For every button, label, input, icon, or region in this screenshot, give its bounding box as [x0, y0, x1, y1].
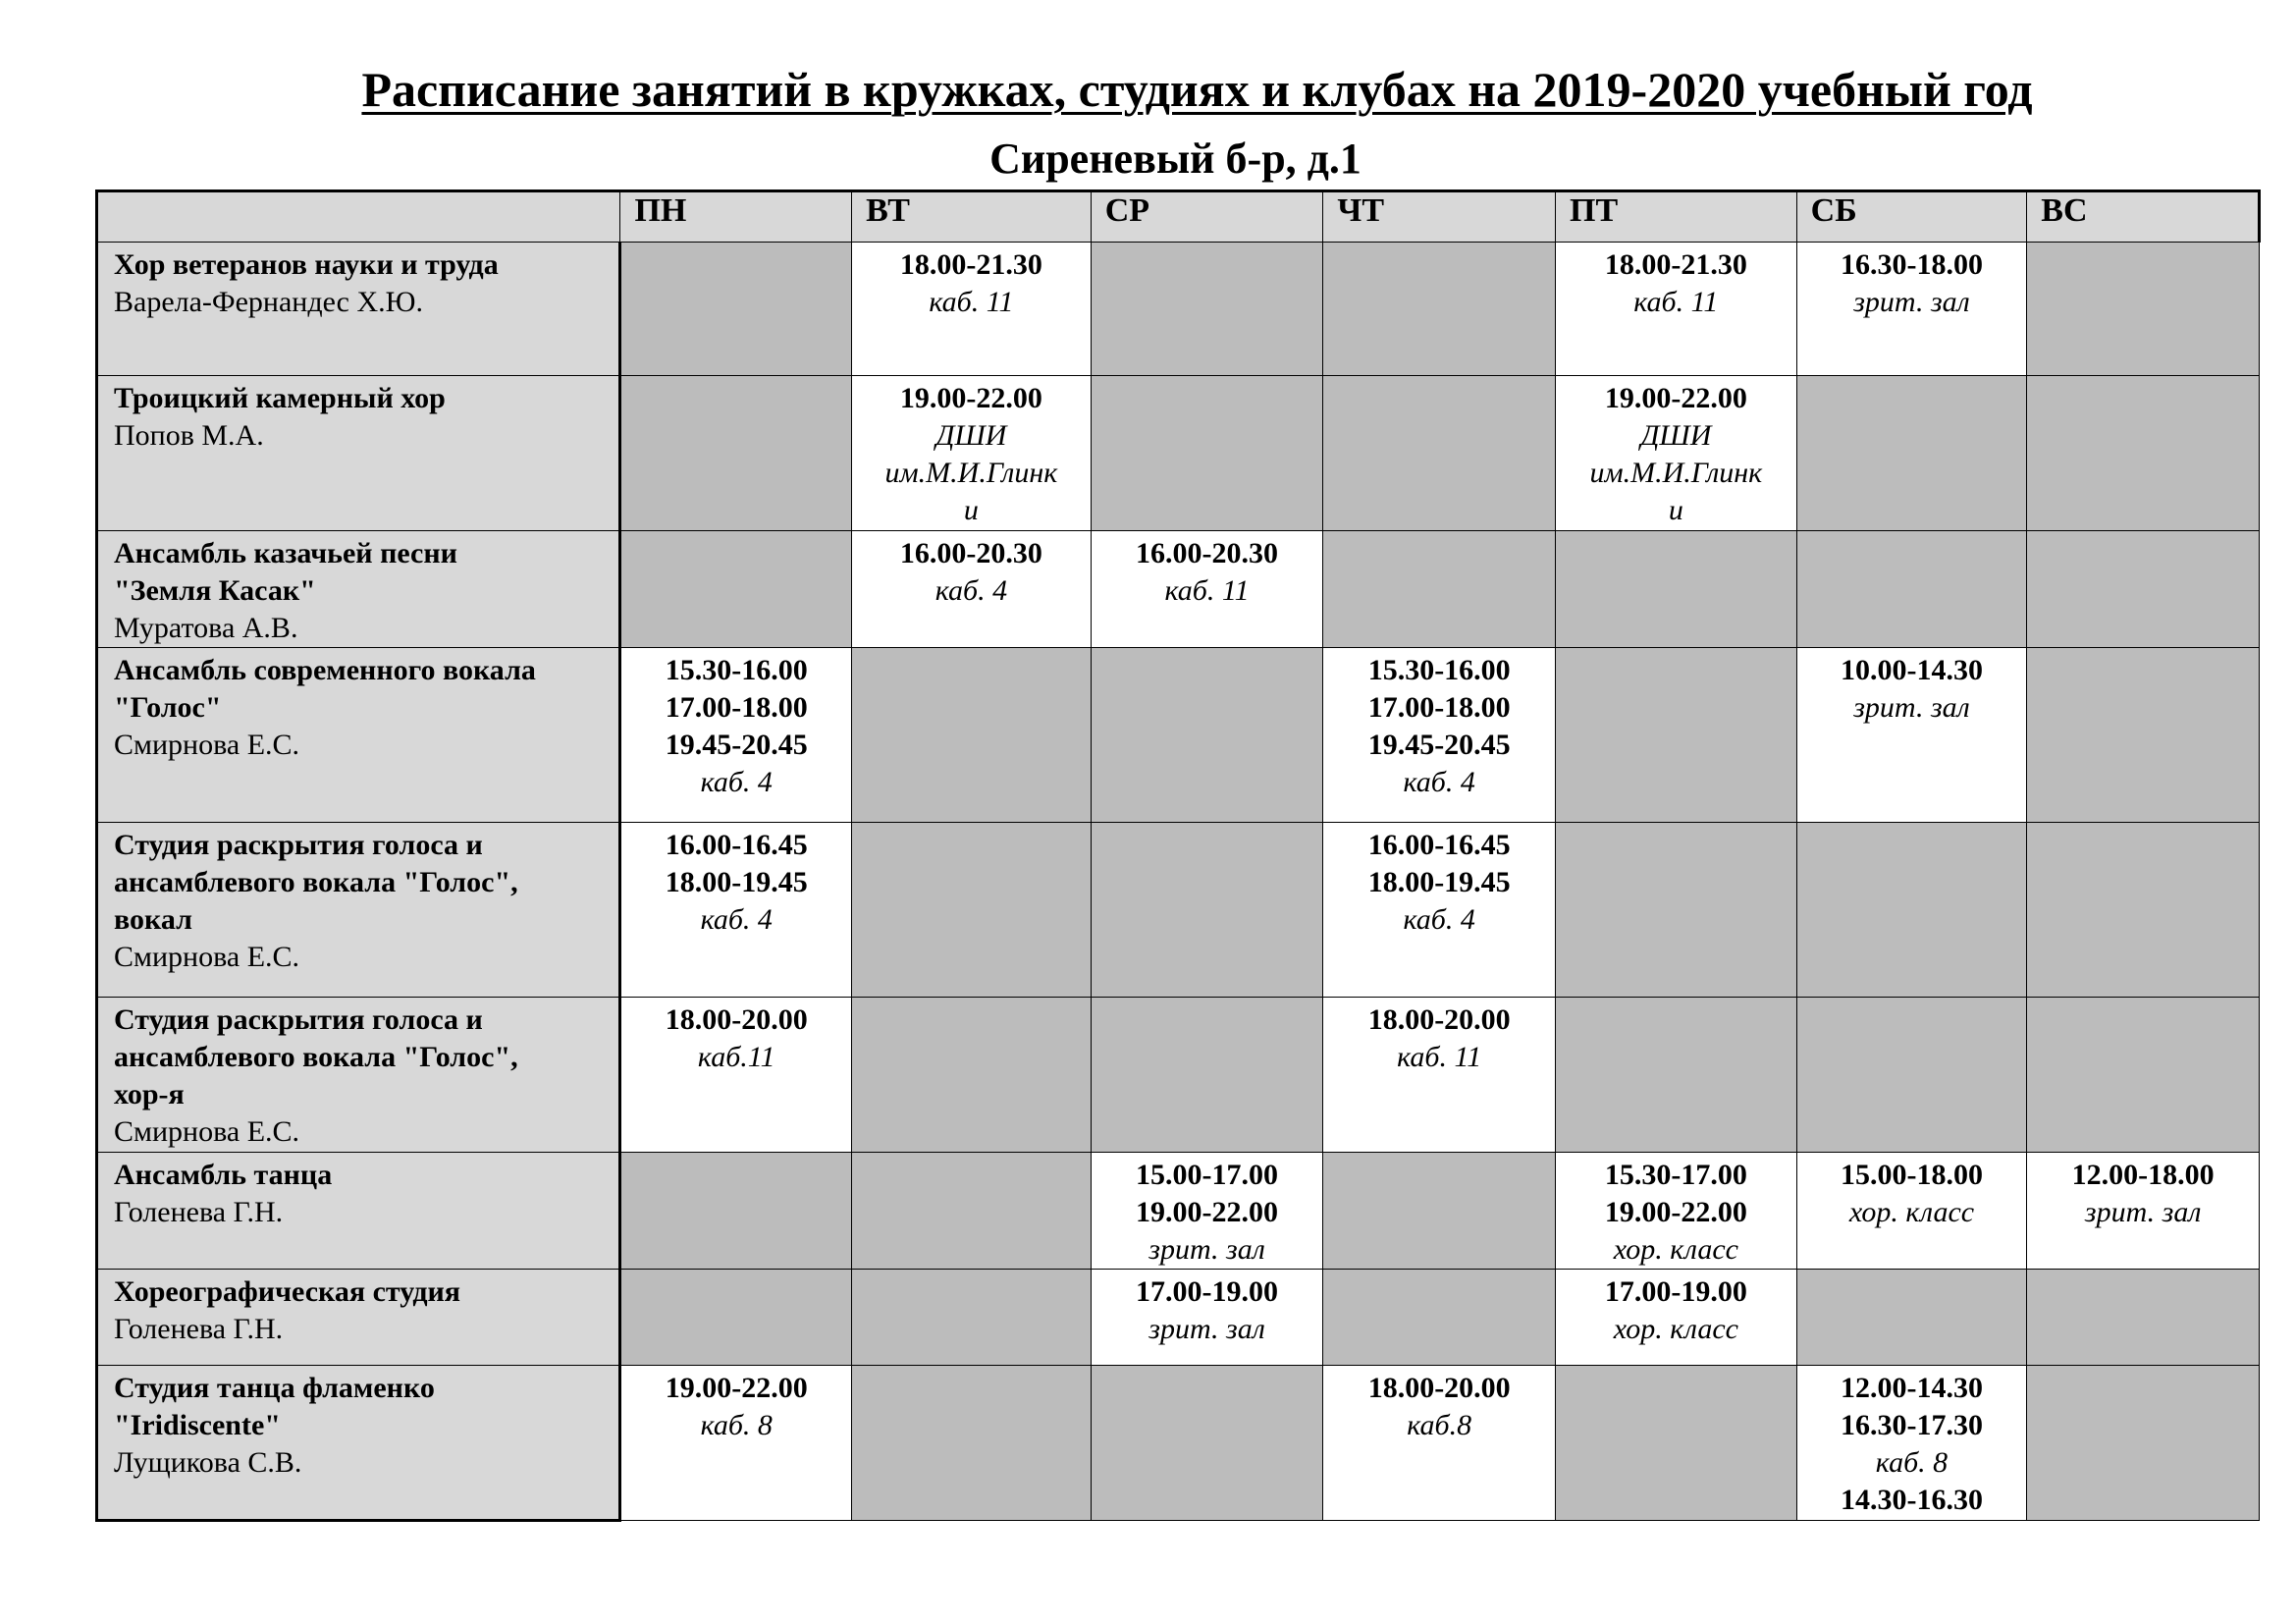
session-room: хор. класс	[1613, 1313, 1738, 1345]
session-time: 15.00-17.00	[1136, 1159, 1279, 1191]
session-room: каб. 4	[934, 574, 1008, 607]
club-leader: Голенева Г.Н.	[114, 1313, 284, 1345]
session-time: 19.45-20.45	[665, 729, 808, 761]
session-slot-fri	[1556, 376, 1797, 531]
page-subtitle	[0, 134, 2296, 184]
club-name: "Iridiscente"	[114, 1409, 281, 1441]
day-header-thu: ЧТ	[1323, 191, 1556, 243]
empty-slot-thu	[1323, 243, 1556, 376]
club-name: Ансамбль современного вокала	[114, 654, 536, 686]
session-room: каб. 8	[700, 1409, 773, 1441]
session-slot-thu	[1323, 998, 1556, 1153]
club-name: "Голос"	[114, 691, 222, 724]
empty-slot-wed	[1091, 243, 1323, 376]
session-time: 19.00-22.00	[1604, 382, 1747, 414]
schedule-row	[97, 243, 2260, 376]
session-room: каб. 4	[1403, 903, 1475, 936]
empty-slot-tue	[852, 1366, 1092, 1521]
day-header-sun: ВС	[2027, 191, 2260, 243]
club-name: Студия раскрытия голоса и	[114, 1003, 483, 1036]
session-time: 15.30-16.00	[665, 654, 808, 686]
session-time: 16.00-20.30	[1136, 537, 1279, 569]
club-leader: Варела-Фернандес Х.Ю.	[114, 286, 423, 318]
schedule-row	[97, 648, 2260, 823]
session-room: каб. 11	[1633, 286, 1719, 318]
empty-slot-thu	[1323, 1153, 1556, 1270]
session-slot-tue	[852, 243, 1092, 376]
schedule-row	[97, 823, 2260, 998]
session-time: 17.00-19.00	[1604, 1275, 1747, 1308]
schedule-table	[95, 189, 2261, 1522]
empty-slot-sat	[1796, 531, 2027, 648]
empty-slot-tue	[852, 1270, 1092, 1366]
session-time: 18.00-19.45	[665, 866, 808, 898]
club-name: Хор ветеранов науки и труда	[114, 248, 499, 281]
session-room: каб. 11	[929, 286, 1014, 318]
empty-slot-sun	[2027, 1270, 2260, 1366]
empty-slot-mon	[620, 243, 852, 376]
session-room: каб. 11	[1397, 1041, 1482, 1073]
club-cell	[97, 243, 620, 376]
empty-slot-sun	[2027, 823, 2260, 998]
session-time: 19.00-22.00	[899, 382, 1042, 414]
session-slot-sat	[1796, 1153, 2027, 1270]
session-slot-mon	[620, 648, 852, 823]
empty-slot-sun	[2027, 1366, 2260, 1521]
session-time: 12.00-14.30	[1840, 1372, 1983, 1404]
session-slot-wed	[1091, 1270, 1323, 1366]
session-room: зрит. зал	[2084, 1196, 2202, 1228]
empty-slot-tue	[852, 998, 1092, 1153]
session-room: ДШИ	[1640, 419, 1712, 452]
empty-slot-sat	[1796, 998, 2027, 1153]
session-time: 18.00-20.00	[1367, 1003, 1511, 1036]
empty-slot-tue	[852, 648, 1092, 823]
empty-slot-sat	[1796, 376, 2027, 531]
day-header-wed: СР	[1091, 191, 1323, 243]
page-title-text: Расписание занятий в кружках, студиях и клубах на 2019-2020 учебный год	[361, 62, 2033, 117]
session-time: 10.00-14.30	[1840, 654, 1983, 686]
session-slot-fri	[1556, 1153, 1797, 1270]
session-slot-thu	[1323, 1366, 1556, 1521]
day-header-mon: ПН	[620, 191, 852, 243]
empty-slot-mon	[620, 531, 852, 648]
empty-slot-thu	[1323, 1270, 1556, 1366]
club-name: Ансамбль казачьей песни	[114, 537, 457, 569]
session-time: 18.00-21.30	[899, 248, 1042, 281]
empty-slot-fri	[1556, 648, 1797, 823]
session-slot-sun	[2027, 1153, 2260, 1270]
session-time: 15.30-17.00	[1604, 1159, 1747, 1191]
club-name: "Земля Касак"	[114, 574, 316, 607]
empty-slot-sun	[2027, 648, 2260, 823]
session-room: каб. 11	[1164, 574, 1250, 607]
session-time: 12.00-18.00	[2071, 1159, 2215, 1191]
club-leader: Смирнова Е.С.	[114, 729, 300, 761]
empty-slot-tue	[852, 823, 1092, 998]
schedule-row	[97, 531, 2260, 648]
empty-slot-wed	[1091, 376, 1323, 531]
header-corner-cell	[97, 191, 620, 243]
empty-slot-sun	[2027, 243, 2260, 376]
session-time: 19.00-22.00	[1136, 1196, 1279, 1228]
day-header-sat: СБ	[1796, 191, 2027, 243]
session-slot-sat	[1796, 243, 2027, 376]
club-leader: Лущикова С.В.	[114, 1446, 302, 1479]
session-slot-mon	[620, 998, 852, 1153]
empty-slot-mon	[620, 1153, 852, 1270]
session-time: 14.30-16.30	[1840, 1484, 1983, 1516]
club-leader: Муратова А.В.	[114, 612, 298, 644]
session-slot-thu	[1323, 648, 1556, 823]
schedule-row	[97, 1366, 2260, 1521]
club-leader: Смирнова Е.С.	[114, 941, 300, 973]
session-time: 19.00-22.00	[1604, 1196, 1747, 1228]
session-room: и	[1668, 494, 1683, 526]
page-title	[0, 61, 2296, 124]
session-time: 16.00-16.45	[665, 829, 808, 861]
session-room: зрит. зал	[1853, 691, 1970, 724]
schedule-row	[97, 1270, 2260, 1366]
club-cell	[97, 1153, 620, 1270]
session-time: 16.30-18.00	[1840, 248, 1983, 281]
session-slot-fri	[1556, 243, 1797, 376]
club-leader: Голенева Г.Н.	[114, 1196, 284, 1228]
club-cell	[97, 1270, 620, 1366]
session-time: 17.00-18.00	[1367, 691, 1511, 724]
schedule-row	[97, 376, 2260, 531]
session-room: каб.8	[1407, 1409, 1472, 1441]
club-cell	[97, 376, 620, 531]
club-name: хор-я	[114, 1078, 185, 1110]
club-name: Хореографическая студия	[114, 1275, 461, 1308]
session-time: 16.30-17.30	[1840, 1409, 1983, 1441]
session-slot-wed	[1091, 531, 1323, 648]
club-name: Студия раскрытия голоса и	[114, 829, 483, 861]
empty-slot-mon	[620, 1270, 852, 1366]
empty-slot-fri	[1556, 823, 1797, 998]
session-room: каб. 4	[700, 903, 773, 936]
empty-slot-mon	[620, 376, 852, 531]
club-cell	[97, 1366, 620, 1521]
club-name: ансамблевого вокала "Голос",	[114, 1041, 518, 1073]
session-room: хор. класс	[1613, 1233, 1738, 1266]
day-header-fri: ПТ	[1556, 191, 1797, 243]
session-time: 18.00-19.45	[1367, 866, 1511, 898]
session-slot-tue	[852, 531, 1092, 648]
empty-slot-fri	[1556, 531, 1797, 648]
session-slot-sat	[1796, 648, 2027, 823]
header-row	[97, 191, 2260, 243]
session-time: 15.30-16.00	[1367, 654, 1511, 686]
session-time: 18.00-21.30	[1604, 248, 1747, 281]
session-room: каб.11	[697, 1041, 775, 1073]
day-header-tue: ВТ	[852, 191, 1092, 243]
session-room: им.М.И.Глинк	[1589, 457, 1763, 489]
session-time: 19.00-22.00	[665, 1372, 808, 1404]
session-room: каб. 8	[1875, 1446, 1949, 1479]
session-room: каб. 4	[1403, 766, 1475, 798]
club-cell	[97, 823, 620, 998]
empty-slot-thu	[1323, 376, 1556, 531]
session-slot-thu	[1323, 823, 1556, 998]
session-room: зрит. зал	[1148, 1313, 1265, 1345]
empty-slot-tue	[852, 1153, 1092, 1270]
club-cell	[97, 998, 620, 1153]
empty-slot-sun	[2027, 998, 2260, 1153]
session-room: хор. класс	[1848, 1196, 1975, 1228]
club-name: Ансамбль танца	[114, 1159, 333, 1191]
club-cell	[97, 648, 620, 823]
session-time: 16.00-16.45	[1367, 829, 1511, 861]
session-time: 16.00-20.30	[899, 537, 1042, 569]
empty-slot-wed	[1091, 823, 1323, 998]
session-room: и	[963, 494, 979, 526]
session-room: зрит. зал	[1148, 1233, 1265, 1266]
schedule-body	[97, 243, 2260, 1521]
club-cell	[97, 531, 620, 648]
schedule-row	[97, 998, 2260, 1153]
club-name: вокал	[114, 903, 192, 936]
club-leader: Попов М.А.	[114, 419, 264, 452]
session-slot-wed	[1091, 1153, 1323, 1270]
session-time: 18.00-20.00	[665, 1003, 808, 1036]
empty-slot-fri	[1556, 1366, 1797, 1521]
club-name: Троицкий камерный хор	[114, 382, 446, 414]
empty-slot-sun	[2027, 531, 2260, 648]
session-slot-mon	[620, 823, 852, 998]
empty-slot-wed	[1091, 998, 1323, 1153]
page-subtitle-text: Сиреневый б-р, д.1	[989, 135, 1362, 183]
schedule-row	[97, 1153, 2260, 1270]
club-leader: Смирнова Е.С.	[114, 1115, 300, 1148]
empty-slot-sat	[1796, 1270, 2027, 1366]
empty-slot-sat	[1796, 823, 2027, 998]
club-name: Студия танца фламенко	[114, 1372, 435, 1404]
empty-slot-sun	[2027, 376, 2260, 531]
session-time: 15.00-18.00	[1840, 1159, 1983, 1191]
session-room: каб. 4	[700, 766, 773, 798]
session-slot-sat	[1796, 1366, 2027, 1521]
session-time: 17.00-18.00	[665, 691, 808, 724]
session-time: 19.45-20.45	[1367, 729, 1511, 761]
empty-slot-fri	[1556, 998, 1797, 1153]
empty-slot-wed	[1091, 648, 1323, 823]
session-slot-mon	[620, 1366, 852, 1521]
club-name: ансамблевого вокала "Голос",	[114, 866, 518, 898]
empty-slot-wed	[1091, 1366, 1323, 1521]
empty-slot-thu	[1323, 531, 1556, 648]
session-room: им.М.И.Глинк	[884, 457, 1058, 489]
session-room: ДШИ	[935, 419, 1007, 452]
session-slot-fri	[1556, 1270, 1797, 1366]
session-time: 17.00-19.00	[1136, 1275, 1279, 1308]
session-time: 18.00-20.00	[1367, 1372, 1511, 1404]
session-slot-tue	[852, 376, 1092, 531]
session-room: зрит. зал	[1853, 286, 1970, 318]
